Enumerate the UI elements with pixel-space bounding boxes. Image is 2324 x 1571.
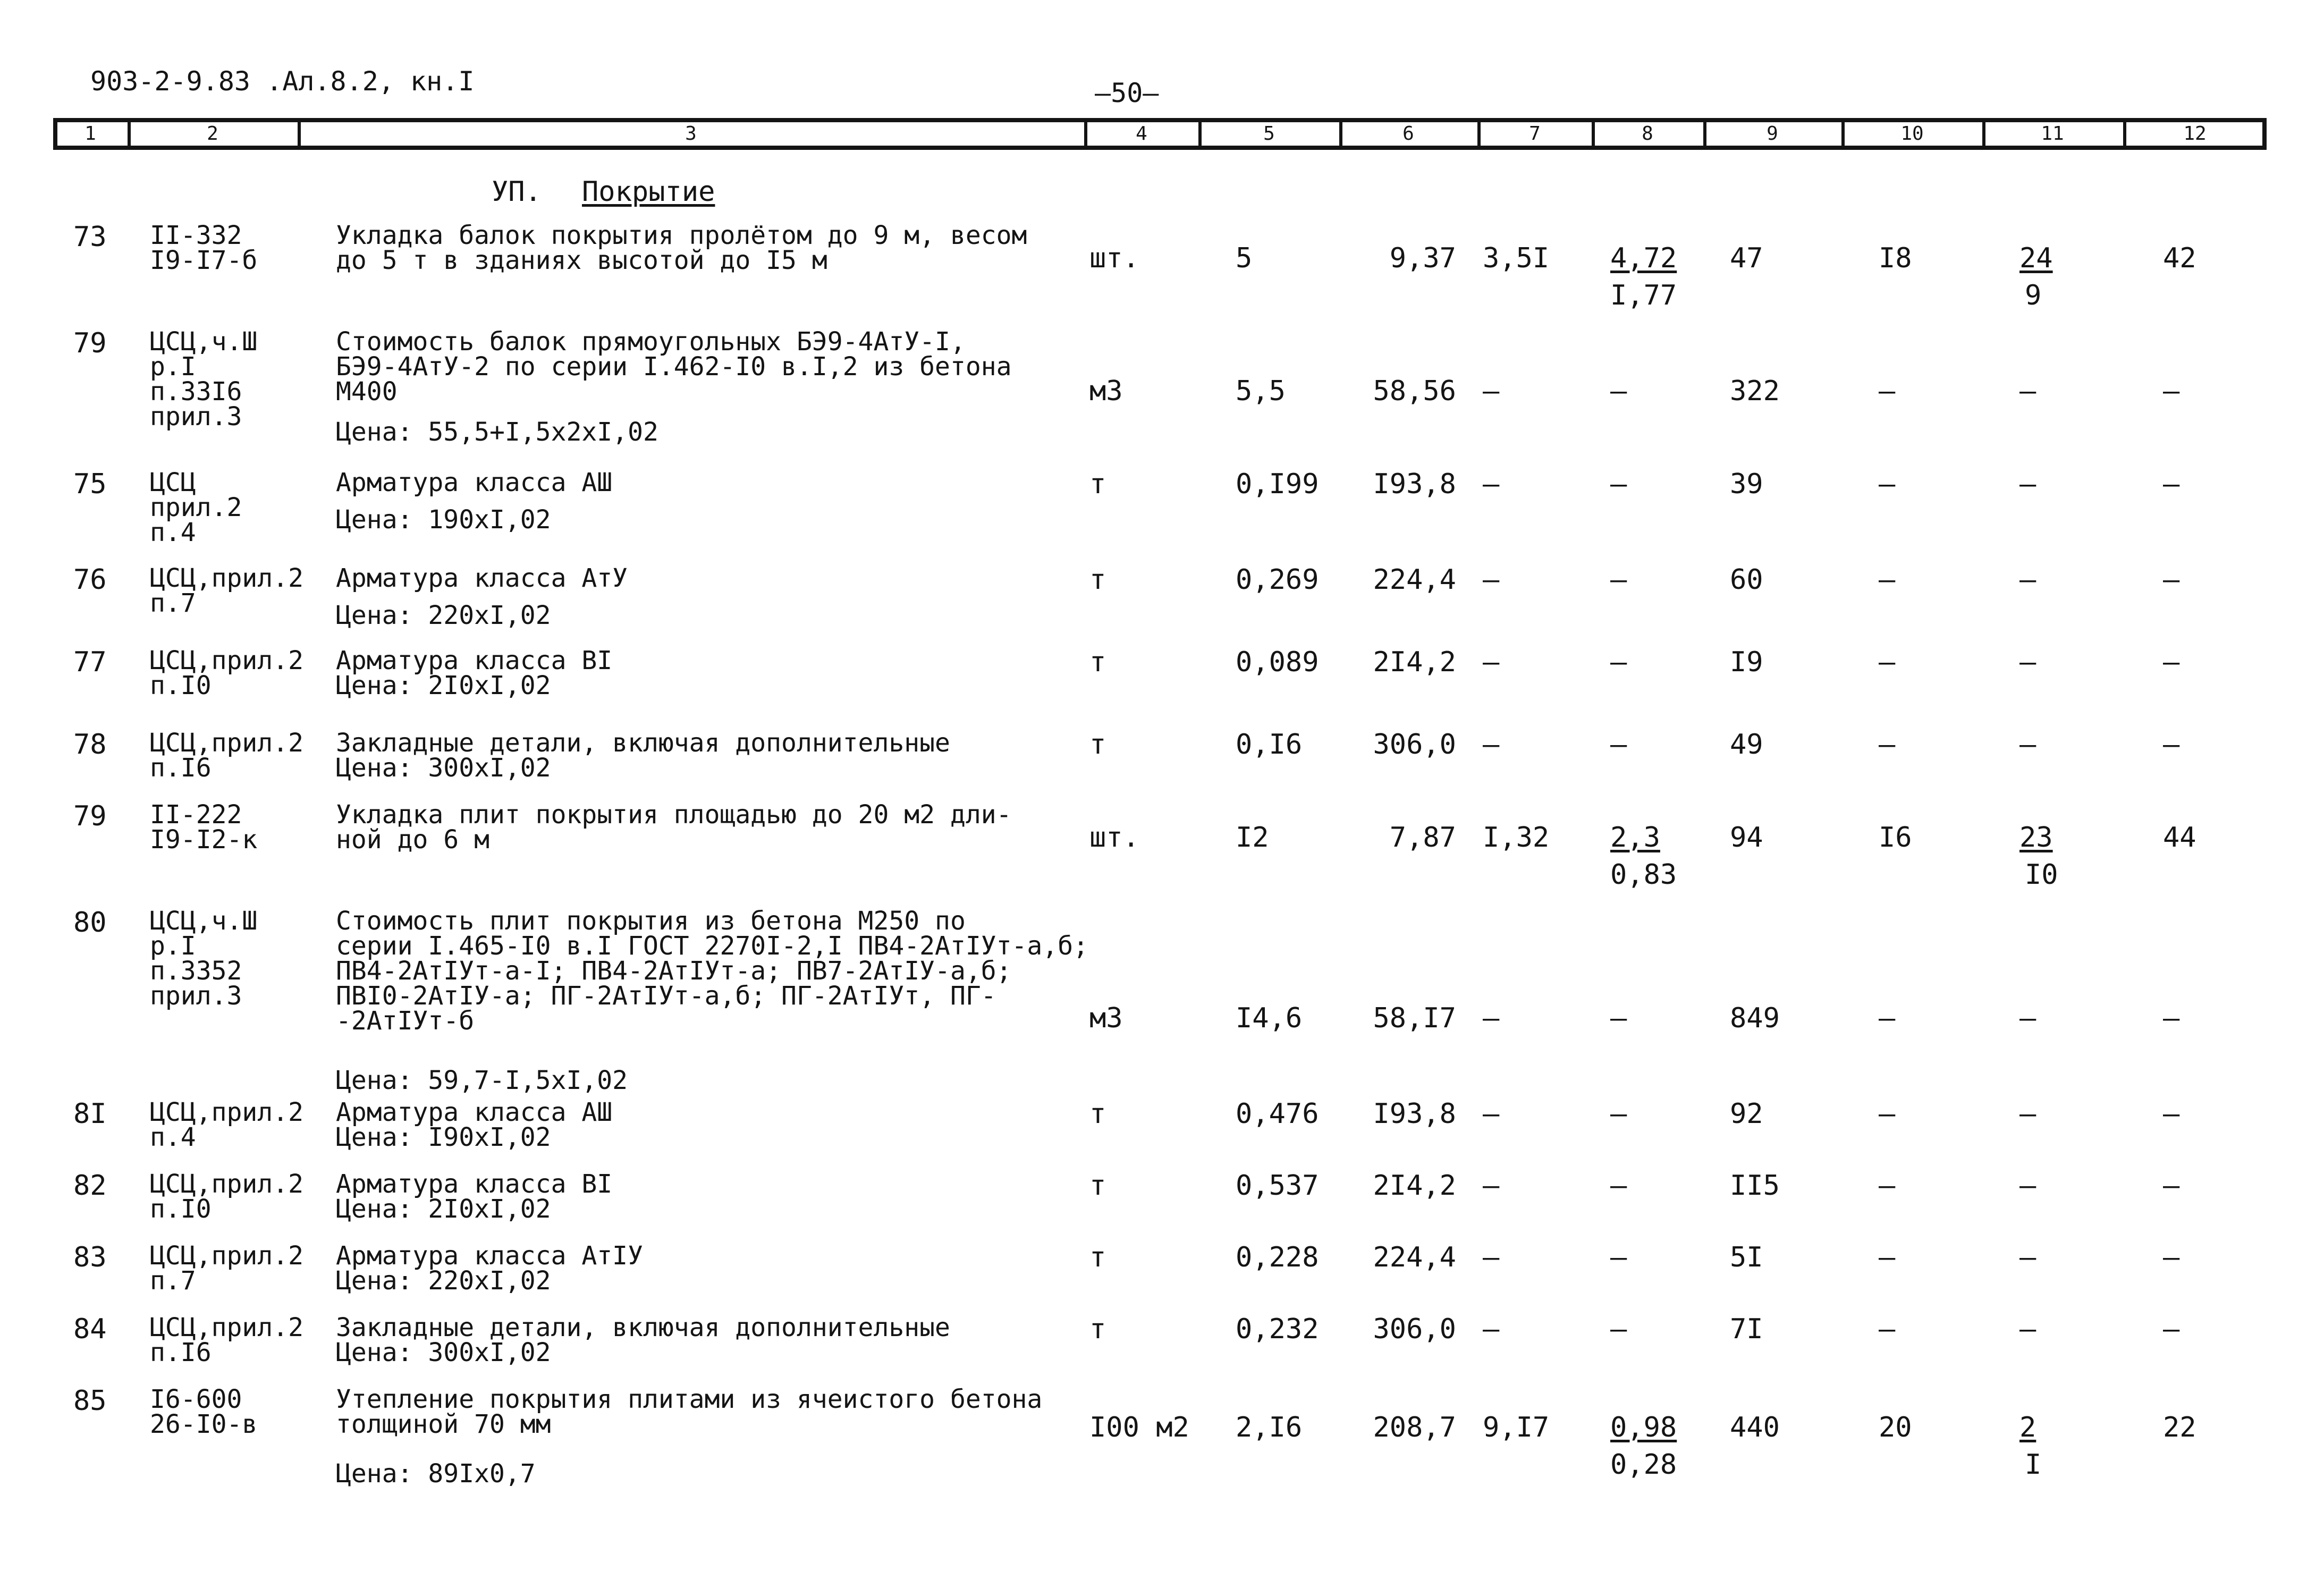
labor-cost-cell: 3,5I xyxy=(1483,242,1550,274)
quantity-cell: I4,6 xyxy=(1236,1002,1303,1034)
total-cost-cell: II5 xyxy=(1730,1170,1780,1202)
column-separator xyxy=(1703,118,1706,150)
machine-cost-cell: – xyxy=(1610,468,1627,500)
quantity-cell: 0,I6 xyxy=(1236,729,1303,761)
column-separator xyxy=(1339,118,1342,150)
column-number-5: 5 xyxy=(1263,123,1275,145)
machine-cost-cell: – xyxy=(1610,375,1627,407)
unit-cell: т xyxy=(1089,1241,1106,1273)
row-description-line: Арматура класса АШ xyxy=(336,1097,613,1127)
row-description-line: Утепление покрытия плитами из ячеистого бетона xyxy=(336,1384,1043,1414)
unit-cost-cell: 58,I7 xyxy=(1373,1002,1456,1034)
machine-wage-cell: 0,28 xyxy=(1610,1449,1677,1481)
labor-hours-cell: – xyxy=(2163,646,2180,678)
row-code-line: 26-I0-в xyxy=(150,1409,258,1439)
machine-wage-cell: 0,83 xyxy=(1610,859,1677,891)
labor-cost-cell: – xyxy=(1483,1241,1500,1273)
row-code-line: п.4 xyxy=(150,1122,196,1152)
row-number: 82 xyxy=(73,1170,107,1202)
unit-cost-cell: 306,0 xyxy=(1373,1313,1456,1345)
row-code-line: п.I6 xyxy=(150,753,212,783)
quantity-cell: 0,228 xyxy=(1236,1241,1319,1273)
unit-cost-cell: 7,87 xyxy=(1389,822,1456,854)
row-code-line: п.4 xyxy=(150,518,196,547)
total-machine-wage-cell: 9 xyxy=(2025,280,2042,311)
row-code-line: ЦСЦ,ч.Ш xyxy=(150,327,258,357)
quantity-cell: 2,I6 xyxy=(1236,1412,1303,1443)
labor-cost-cell: – xyxy=(1483,375,1500,407)
labor-cost-cell: – xyxy=(1483,468,1500,500)
unit-cost-cell: 224,4 xyxy=(1373,564,1456,596)
total-machine-cell: – xyxy=(2019,1313,2036,1345)
total-cost-cell: 7I xyxy=(1730,1313,1763,1345)
unit-cell: шт. xyxy=(1089,242,1139,274)
row-code-line: ЦСЦ,прил.2 xyxy=(150,1097,303,1127)
unit-cost-cell: 224,4 xyxy=(1373,1241,1456,1273)
row-code-line: п.7 xyxy=(150,1266,196,1296)
labor-hours-cell: – xyxy=(2163,468,2180,500)
row-description-line: толщиной 70 мм xyxy=(336,1409,551,1439)
unit-cell: т xyxy=(1089,468,1106,500)
column-number-6: 6 xyxy=(1402,123,1414,145)
total-machine-cell: – xyxy=(2019,468,2036,500)
column-number-3: 3 xyxy=(685,123,697,145)
unit-cost-cell: 2I4,2 xyxy=(1373,1170,1456,1202)
machine-cost-cell: – xyxy=(1610,1313,1627,1345)
total-cost-cell: 92 xyxy=(1730,1098,1763,1130)
row-description-line: ПВI0-2АтIУ-а; ПГ-2АтIУт-а,б; ПГ-2АтIУт, ПГ- xyxy=(336,981,996,1011)
row-number: 73 xyxy=(73,221,107,253)
row-description-line: до 5 т в зданиях высотой до I5 м xyxy=(336,246,827,275)
unit-cell: м3 xyxy=(1089,1002,1123,1034)
row-code-line: ЦСЦ,прил.2 xyxy=(150,563,303,593)
document-reference: 903-2-9.83 .Ал.8.2, кн.I xyxy=(90,66,475,97)
row-description-line: ПВ4-2АтIУт-а-I; ПВ4-2АтIУт-а; ПВ7-2АтIУ-а,б; xyxy=(336,956,1012,986)
labor-cost-cell: – xyxy=(1483,1098,1500,1130)
row-price-line: Цена: 220хI,02 xyxy=(336,601,551,630)
row-description-line: Цена: 220хI,02 xyxy=(336,1266,551,1296)
total-cost-cell: 5I xyxy=(1730,1241,1763,1273)
total-cost-cell: 440 xyxy=(1730,1412,1780,1443)
unit-cost-cell: 306,0 xyxy=(1373,729,1456,761)
row-description-line: -2АтIУт-б xyxy=(336,1006,475,1036)
column-separator xyxy=(1841,118,1845,150)
row-description-line: Закладные детали, включая дополнительные xyxy=(336,728,950,758)
unit-cell: т xyxy=(1089,1170,1106,1202)
row-number: 78 xyxy=(73,729,107,761)
row-description-line: Арматура класса ВI xyxy=(336,1169,613,1199)
machine-cost-cell: 4,72 xyxy=(1610,242,1677,274)
machine-wage-cell: I,77 xyxy=(1610,280,1677,311)
unit-cell: т xyxy=(1089,564,1106,596)
quantity-cell: 0,537 xyxy=(1236,1170,1319,1202)
row-code-line: ЦСЦ,прил.2 xyxy=(150,728,303,758)
total-cost-cell: 60 xyxy=(1730,564,1763,596)
total-labor-cell: – xyxy=(1879,468,1896,500)
column-separator xyxy=(1477,118,1481,150)
machine-cost-cell: – xyxy=(1610,1002,1627,1034)
total-labor-cell: I6 xyxy=(1879,822,1912,854)
machine-cost-cell: – xyxy=(1610,646,1627,678)
labor-cost-cell: – xyxy=(1483,1313,1500,1345)
row-description-line: Цена: 2I0хI,02 xyxy=(336,1194,551,1224)
section-title: Покрытие xyxy=(582,176,715,208)
unit-cost-cell: 9,37 xyxy=(1389,242,1456,274)
row-number: 79 xyxy=(73,327,107,359)
total-labor-cell: 20 xyxy=(1879,1412,1912,1443)
labor-hours-cell: – xyxy=(2163,1313,2180,1345)
quantity-cell: 0,089 xyxy=(1236,646,1319,678)
labor-hours-cell: – xyxy=(2163,1241,2180,1273)
labor-cost-cell: – xyxy=(1483,1002,1500,1034)
labor-cost-cell: I,32 xyxy=(1483,822,1550,854)
row-code-line: ЦСЦ,прил.2 xyxy=(150,1313,303,1342)
row-code-line: ЦСЦ,прил.2 xyxy=(150,646,303,675)
row-description-line: Арматура класса ВI xyxy=(336,646,613,675)
total-machine-cell: – xyxy=(2019,1170,2036,1202)
unit-cost-cell: I93,8 xyxy=(1373,1098,1456,1130)
page-number: —50— xyxy=(1095,78,1159,108)
total-cost-cell: 47 xyxy=(1730,242,1763,274)
column-separator xyxy=(1982,118,1985,150)
total-labor-cell: – xyxy=(1879,1002,1896,1034)
column-number-7: 7 xyxy=(1529,123,1541,145)
column-number-8: 8 xyxy=(1642,123,1653,145)
total-labor-cell: – xyxy=(1879,646,1896,678)
labor-cost-cell: – xyxy=(1483,729,1500,761)
quantity-cell: I2 xyxy=(1236,822,1269,854)
column-separator xyxy=(1198,118,1202,150)
total-machine-cell: 24 xyxy=(2019,242,2053,274)
total-machine-cell: – xyxy=(2019,564,2036,596)
total-labor-cell: – xyxy=(1879,1241,1896,1273)
row-description-line: Закладные детали, включая дополнительные xyxy=(336,1313,950,1342)
unit-cost-cell: I93,8 xyxy=(1373,468,1456,500)
column-number-12: 12 xyxy=(2183,123,2207,145)
row-code-line: прил.2 xyxy=(150,493,242,522)
unit-cell: м3 xyxy=(1089,375,1123,407)
row-number: 76 xyxy=(73,564,107,596)
column-separator xyxy=(1084,118,1087,150)
row-description-line: Укладка плит покрытия площадью до 20 м2 дли- xyxy=(336,800,1012,830)
total-labor-cell: – xyxy=(1879,1170,1896,1202)
row-code-line: п.I6 xyxy=(150,1338,212,1367)
total-labor-cell: – xyxy=(1879,729,1896,761)
total-labor-cell: – xyxy=(1879,375,1896,407)
labor-hours-cell: 44 xyxy=(2163,822,2196,854)
labor-hours-cell: – xyxy=(2163,1002,2180,1034)
total-machine-cell: – xyxy=(2019,1241,2036,1273)
quantity-cell: 0,232 xyxy=(1236,1313,1319,1345)
total-machine-cell: 23 xyxy=(2019,822,2053,854)
quantity-cell: 5 xyxy=(1236,242,1253,274)
row-number: 84 xyxy=(73,1313,107,1345)
row-code-line: II-332 xyxy=(150,221,242,250)
unit-cell: т xyxy=(1089,1098,1106,1130)
labor-hours-cell: – xyxy=(2163,375,2180,407)
total-labor-cell: – xyxy=(1879,564,1896,596)
row-code-line: I6-600 xyxy=(150,1384,242,1414)
labor-hours-cell: 22 xyxy=(2163,1412,2196,1443)
row-description-line: Арматура класса АтIУ xyxy=(336,1241,643,1271)
row-code-line: п.7 xyxy=(150,588,196,618)
unit-cell: I00 м2 xyxy=(1089,1412,1189,1443)
row-code-line: II-222 xyxy=(150,800,242,830)
row-description-line: Укладка балок покрытия пролётом до 9 м, весом xyxy=(336,221,1027,250)
total-labor-cell: – xyxy=(1879,1098,1896,1130)
quantity-cell: 0,269 xyxy=(1236,564,1319,596)
row-description-line: Цена: I90хI,02 xyxy=(336,1122,551,1152)
labor-hours-cell: 42 xyxy=(2163,242,2196,274)
total-machine-cell: – xyxy=(2019,1002,2036,1034)
row-code-line: р.I xyxy=(150,931,196,961)
column-number-10: 10 xyxy=(1900,123,1924,145)
column-number-9: 9 xyxy=(1767,123,1778,145)
total-cost-cell: 49 xyxy=(1730,729,1763,761)
total-cost-cell: 322 xyxy=(1730,375,1780,407)
row-code-line: прил.3 xyxy=(150,981,242,1011)
row-description-line: Стоимость плит покрытия из бетона М250 по xyxy=(336,906,966,936)
unit-cost-cell: 208,7 xyxy=(1373,1412,1456,1443)
column-separator xyxy=(2123,118,2126,150)
row-code-line: ЦСЦ,ч.Ш xyxy=(150,906,258,936)
total-machine-wage-cell: I xyxy=(2025,1449,2042,1481)
labor-hours-cell: – xyxy=(2163,729,2180,761)
row-price-line: Цена: 89Iх0,7 xyxy=(336,1459,536,1489)
machine-cost-cell: – xyxy=(1610,729,1627,761)
labor-cost-cell: – xyxy=(1483,1170,1500,1202)
row-description-line: Арматура класса АШ xyxy=(336,468,613,497)
unit-cell: т xyxy=(1089,646,1106,678)
row-description-line: Цена: 300хI,02 xyxy=(336,753,551,783)
machine-cost-cell: – xyxy=(1610,564,1627,596)
machine-cost-cell: – xyxy=(1610,1241,1627,1273)
unit-cost-cell: 2I4,2 xyxy=(1373,646,1456,678)
total-machine-cell: – xyxy=(2019,646,2036,678)
machine-cost-cell: – xyxy=(1610,1098,1627,1130)
labor-cost-cell: 9,I7 xyxy=(1483,1412,1550,1443)
total-machine-cell: 2 xyxy=(2019,1412,2036,1443)
total-cost-cell: I9 xyxy=(1730,646,1763,678)
row-description-line: серии I.465-I0 в.I ГОСТ 2270I-2,I ПВ4-2АтIУт-а,б; xyxy=(336,931,1089,961)
total-machine-wage-cell: I0 xyxy=(2025,859,2058,891)
column-separator xyxy=(298,118,301,150)
labor-hours-cell: – xyxy=(2163,1098,2180,1130)
machine-cost-cell: 2,3 xyxy=(1610,822,1660,854)
total-machine-cell: – xyxy=(2019,729,2036,761)
total-labor-cell: – xyxy=(1879,1313,1896,1345)
row-price-line: Цена: 190хI,02 xyxy=(336,505,551,535)
row-number: 77 xyxy=(73,646,107,678)
column-number-11: 11 xyxy=(2041,123,2064,145)
column-separator xyxy=(128,118,131,150)
row-number: 8I xyxy=(73,1098,107,1130)
row-code-line: р.I xyxy=(150,352,196,382)
quantity-cell: 5,5 xyxy=(1236,375,1286,407)
row-number: 83 xyxy=(73,1241,107,1273)
section-number: УП. xyxy=(492,176,542,208)
row-description-line: ной до 6 м xyxy=(336,825,489,855)
machine-cost-cell: – xyxy=(1610,1170,1627,1202)
machine-cost-cell: 0,98 xyxy=(1610,1412,1677,1443)
unit-cell: т xyxy=(1089,1313,1106,1345)
row-code-line: ЦСЦ,прил.2 xyxy=(150,1169,303,1199)
row-code-line: п.3352 xyxy=(150,956,242,986)
row-number: 79 xyxy=(73,800,107,832)
row-number: 80 xyxy=(73,907,107,939)
row-number: 85 xyxy=(73,1385,107,1417)
labor-hours-cell: – xyxy=(2163,1170,2180,1202)
column-number-4: 4 xyxy=(1136,123,1147,145)
total-cost-cell: 39 xyxy=(1730,468,1763,500)
column-separator xyxy=(1592,118,1595,150)
row-code-line: I9-I2-к xyxy=(150,825,258,855)
labor-cost-cell: – xyxy=(1483,564,1500,596)
row-code-line: I9-I7-б xyxy=(150,246,258,275)
unit-cell: т xyxy=(1089,729,1106,761)
row-description-line: БЭ9-4АтУ-2 по серии I.462-I0 в.I,2 из бетона xyxy=(336,352,1012,382)
total-cost-cell: 94 xyxy=(1730,822,1763,854)
row-description-line: Цена: 2I0хI,02 xyxy=(336,671,551,700)
row-code-line: ЦСЦ xyxy=(150,468,196,497)
quantity-cell: 0,I99 xyxy=(1236,468,1319,500)
labor-cost-cell: – xyxy=(1483,646,1500,678)
row-description-line: Арматура класса АтУ xyxy=(336,563,628,593)
total-cost-cell: 849 xyxy=(1730,1002,1780,1034)
row-price-line: Цена: 59,7-I,5хI,02 xyxy=(336,1066,628,1095)
row-description-line: М400 xyxy=(336,377,398,407)
row-code-line: п.33I6 xyxy=(150,377,242,407)
row-price-line: Цена: 55,5+I,5х2хI,02 xyxy=(336,417,658,447)
unit-cell: шт. xyxy=(1089,822,1139,854)
total-labor-cell: I8 xyxy=(1879,242,1912,274)
unit-cost-cell: 58,56 xyxy=(1373,375,1456,407)
row-description-line: Стоимость балок прямоугольных БЭ9-4АтУ-I, xyxy=(336,327,966,357)
column-number-1: 1 xyxy=(84,123,96,145)
total-machine-cell: – xyxy=(2019,375,2036,407)
quantity-cell: 0,476 xyxy=(1236,1098,1319,1130)
row-code-line: п.I0 xyxy=(150,1194,212,1224)
row-code-line: прил.3 xyxy=(150,402,242,432)
row-code-line: п.I0 xyxy=(150,671,212,700)
row-description-line: Цена: 300хI,02 xyxy=(336,1338,551,1367)
column-number-2: 2 xyxy=(207,123,218,145)
row-number: 75 xyxy=(73,468,107,500)
row-code-line: ЦСЦ,прил.2 xyxy=(150,1241,303,1271)
labor-hours-cell: – xyxy=(2163,564,2180,596)
total-machine-cell: – xyxy=(2019,1098,2036,1130)
